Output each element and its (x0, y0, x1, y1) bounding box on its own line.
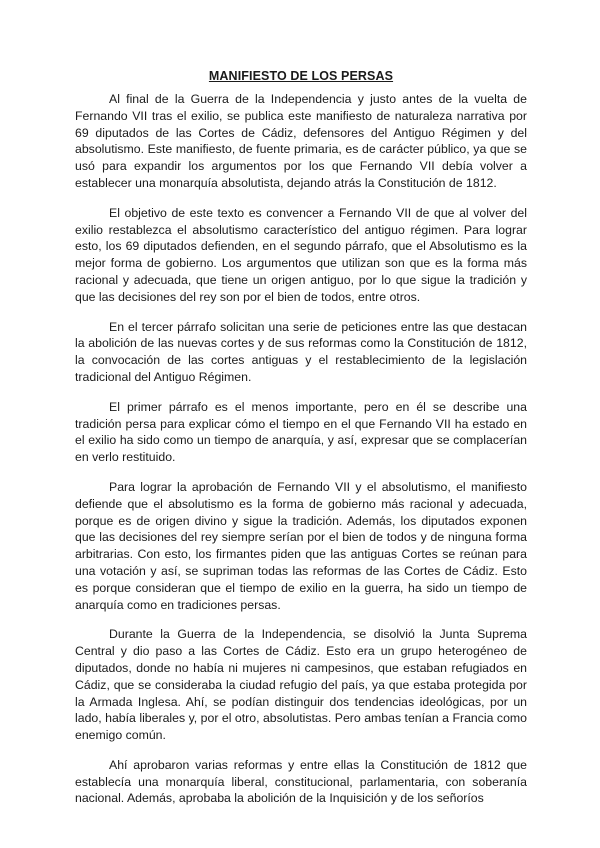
document-title: MANIFIESTO DE LOS PERSAS (208, 69, 394, 83)
paragraph-1: Al final de la Guerra de la Independencia y justo antes de la vuelta de Fernando VII tras el exilio, se publica este manifiesto de naturaleza narrativa por 69 diputados de las Cortes de Cádiz, defensores del Antiguo Régimen y del absolutismo. Este manifiesto, de fuente primaria, es de carácter público, ya que se usó para expandir los argumentos por los que Fernando VII debía volver a establecer una monarquía absolutista, dejando atrás la Constitución de 1812. (75, 92, 527, 190)
document-body (75, 68, 527, 820)
paragraph-5: Para lograr la aprobación de Fernando VII y el absolutismo, el manifiesto defiende que el absolutismo es la forma de gobierno más racional y adecuada, porque es de origen divino y sigue la tradición. Además, los diputados exponen que las decisiones del rey siempre serían por el bien de todos y de ninguna forma arbitrarias. Con esto, los firmantes piden que las antiguas Cortes se reúnan para una votación y así, se supriman todas las reformas de las Cortes de Cádiz. Esto es porque consideran que el tiempo de exilio en la guerra, ha sido un tiempo de anarquía como en tradiciones persas. (75, 479, 527, 612)
paragraph-3: En el tercer párrafo solicitan una serie de peticiones entre las que destacan la abolición de las nuevas cortes y de sus reformas como la Constitución de 1812, la convocación de las cortes antiguas y el restablecimiento de la legislación tradicional del Antiguo Régimen. (75, 319, 527, 384)
paragraph-4: El primer párrafo es el menos importante, pero en él se describe una tradición persa para explicar cómo el tiempo en el que Fernando VII ha estado en el exilio ha sido como un tiempo de anarquía, y así, expresar que se complacerían en verlo restituido. (75, 399, 527, 465)
paragraph-6: Durante la Guerra de la Independencia, se disolvió la Junta Suprema Central y dio paso a las Cortes de Cádiz. Esto era un grupo heterogéneo de diputados, donde no había ni mujeres ni campesinos, que estaban refugiados en Cádiz, que se consideraba la ciudad refugio del país, ya que estaba protegida por la Armada Inglesa. Ahí, se podían distinguir dos tendencias ideológicas, por un lado, había liberales y, por el otro, absolutistas. Pero ambas tenían a Francia como enemigo común. (75, 627, 527, 743)
paragraph-2: El objetivo de este texto es convencer a Fernando VII de que al volver del exilio restablezca el absolutismo característico del antiguo régimen. Para lograr esto, los 69 diputados defienden, en el segundo párrafo, que el Absolutismo es la mejor forma de gobierno. Los argumentos que utilizan son que es la forma más racional y adecuada, que tiene un origen antiguo, por lo que sigue la tradición y que las decisiones del rey son por el bien de todos, entre otros. (75, 205, 527, 304)
paragraph-7: Ahí aprobaron varias reformas y entre ellas la Constitución de 1812 que establecía una monarquía liberal, constitucional, parlamentaria, con soberanía nacional. Además, aprobaba la abolición de la Inquisición y de los señoríos (75, 757, 527, 806)
